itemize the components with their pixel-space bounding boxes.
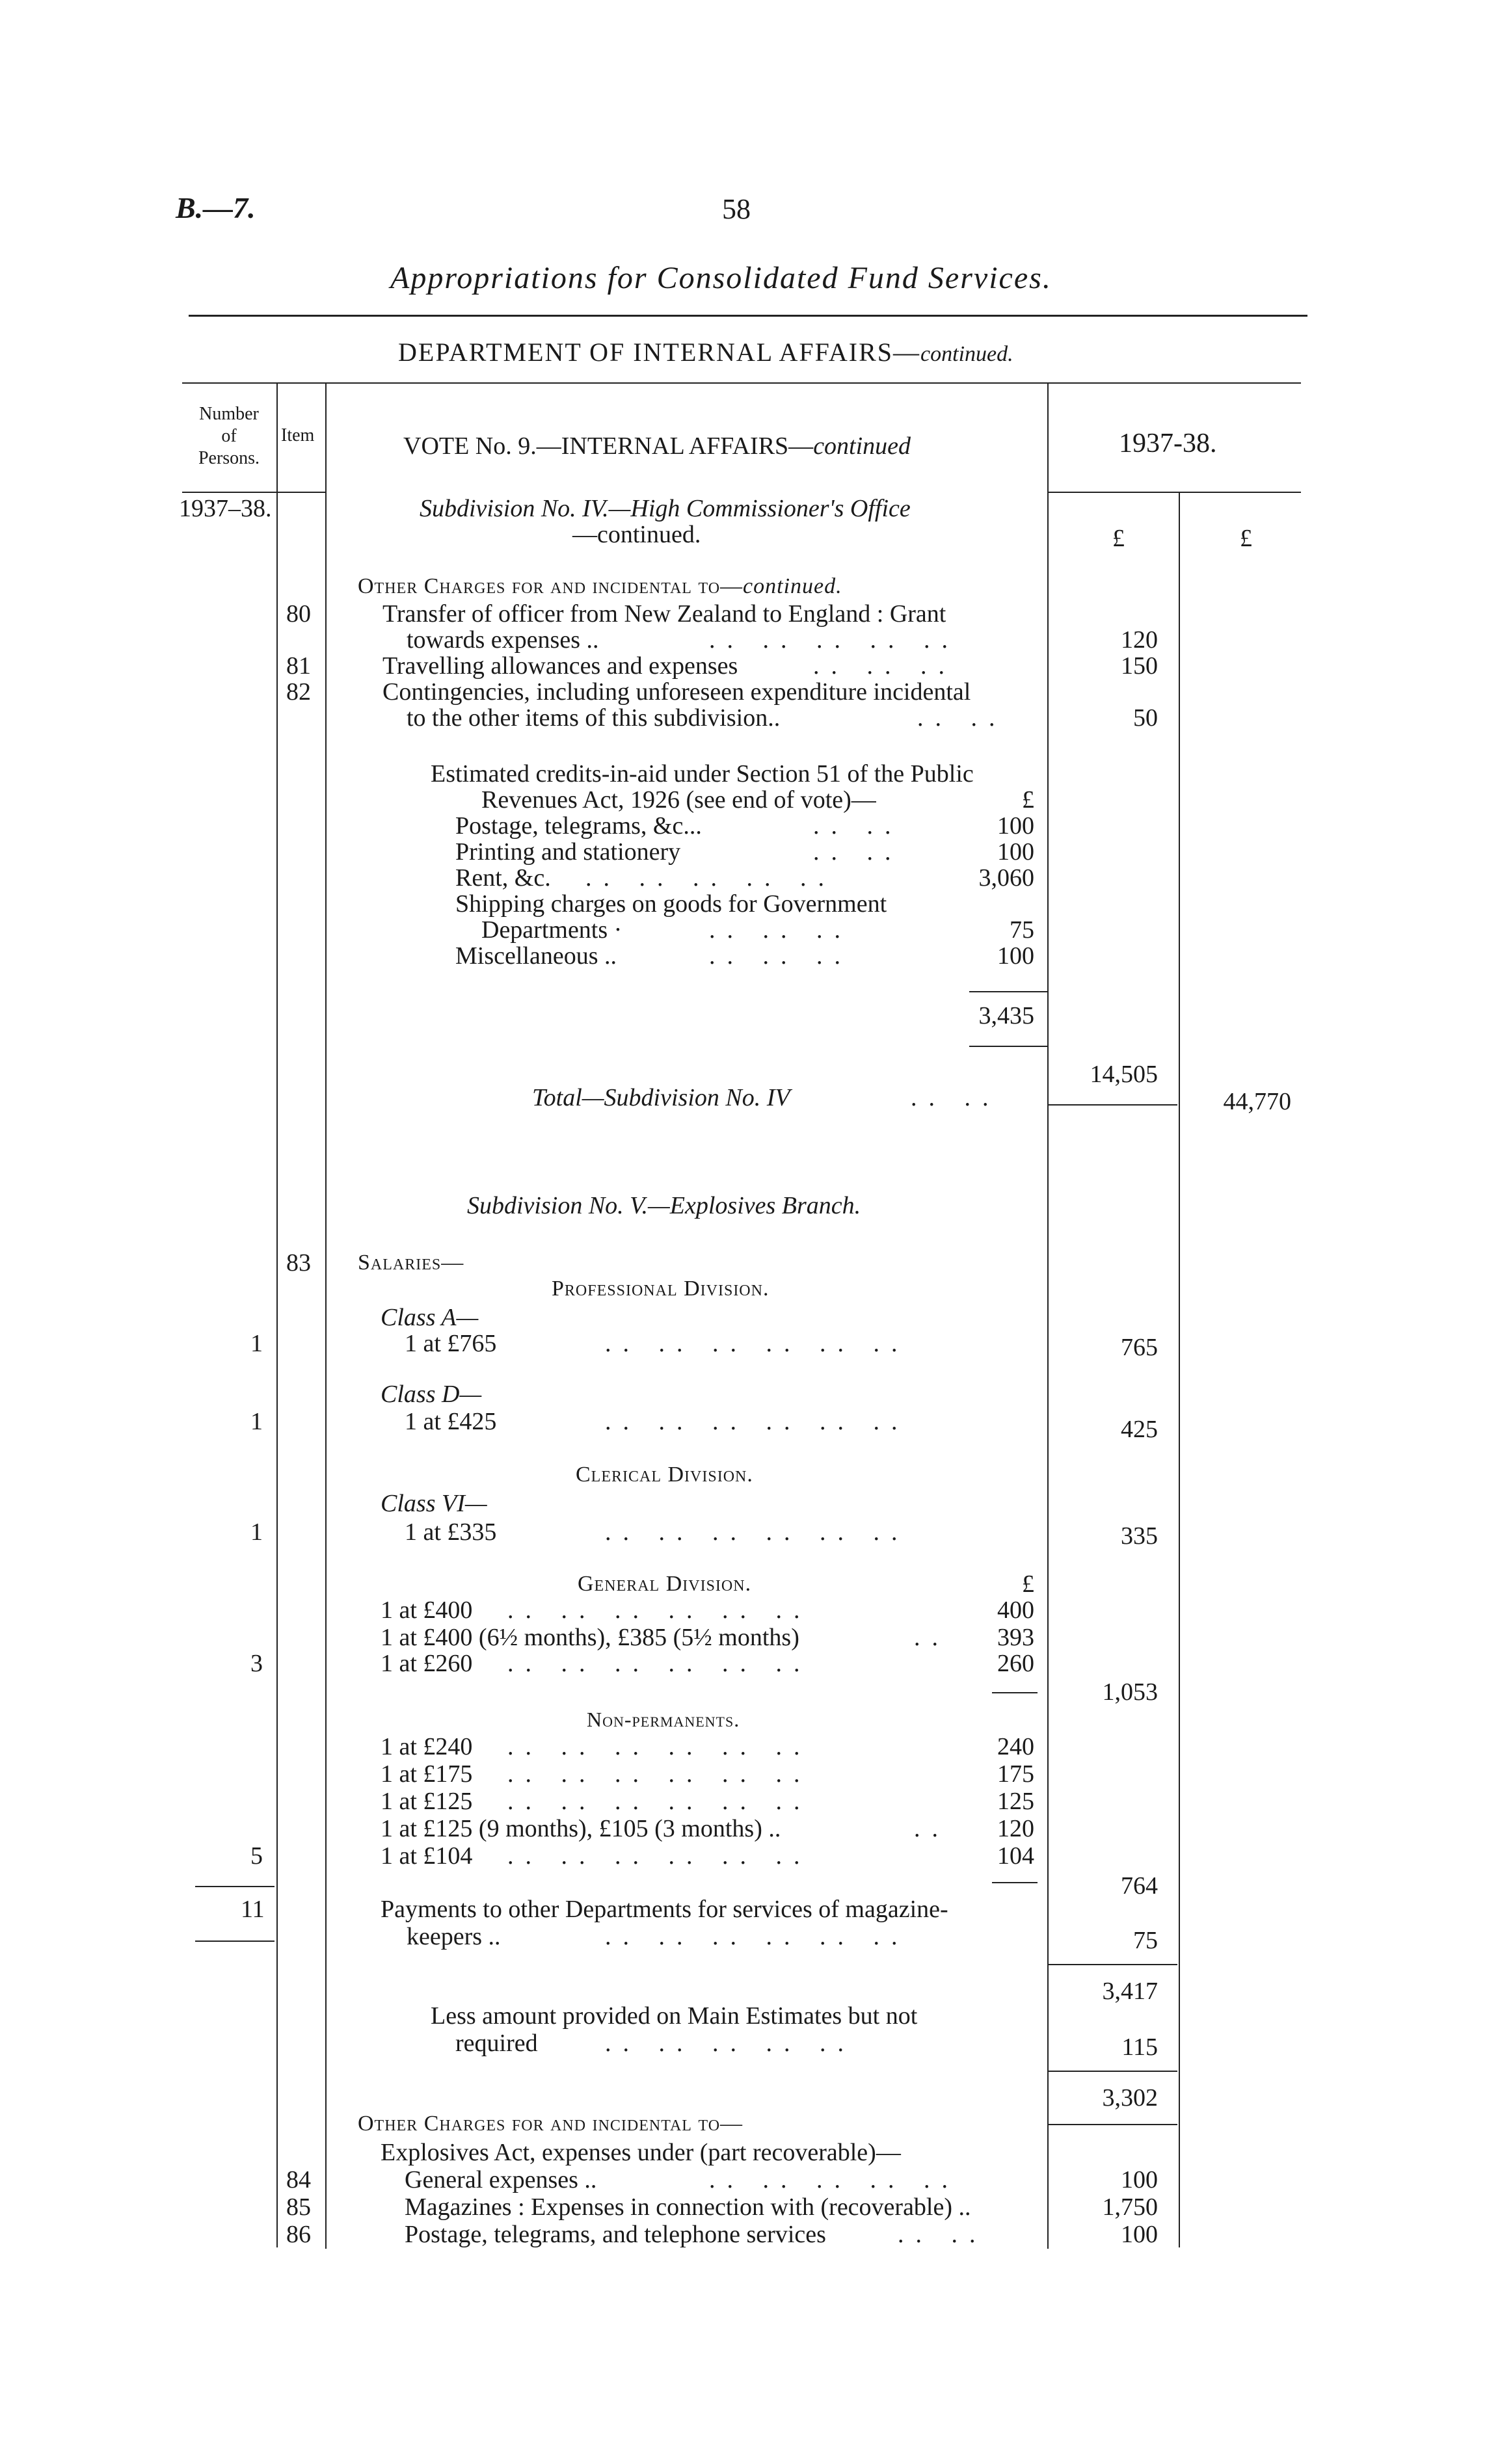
leader-dots: .. .. .. .. .. .. bbox=[507, 1760, 812, 1788]
page-number: 58 bbox=[722, 193, 751, 225]
persons-count: 1 bbox=[250, 1408, 263, 1435]
salary-line: 1 at £260 bbox=[381, 1650, 473, 1677]
amount: 75 bbox=[1133, 1927, 1158, 1954]
header-rule-right bbox=[1047, 492, 1301, 493]
total-rule bbox=[1047, 1104, 1177, 1106]
leader-dots: .. .. .. .. .. .. bbox=[507, 1596, 812, 1624]
persons-year: 1937–38. bbox=[179, 495, 272, 522]
class-heading: Class A— bbox=[381, 1304, 479, 1331]
persons-heading bbox=[183, 403, 275, 470]
leader-dots: .. .. .. .. .. .. bbox=[605, 1408, 909, 1435]
division-heading: Non-permanents. bbox=[587, 1708, 740, 1731]
sum-rule bbox=[992, 1692, 1038, 1693]
salaries-heading: Salaries— bbox=[358, 1251, 464, 1275]
salary-line: 1 at £125 bbox=[381, 1788, 473, 1815]
credits-total: 3,435 bbox=[978, 1002, 1034, 1029]
salary-amount: 104 bbox=[997, 1842, 1034, 1870]
leader-dots: .. .. .. .. .. .. bbox=[605, 1518, 909, 1546]
payments-line: keepers .. bbox=[407, 1923, 501, 1950]
page-reference: B.—7. bbox=[176, 191, 256, 224]
amount: 115 bbox=[1121, 2033, 1158, 2061]
sum-rule bbox=[1047, 2071, 1177, 2072]
salary-line: 1 at £240 bbox=[381, 1733, 473, 1760]
sum-rule bbox=[1047, 2124, 1177, 2125]
salary-line: 1 at £400 (6½ months), £385 (5½ months) bbox=[381, 1624, 799, 1651]
amount: 100 bbox=[1121, 2221, 1158, 2248]
col-rule-persons-body bbox=[276, 492, 278, 2247]
amount: 765 bbox=[1121, 1334, 1158, 1361]
credit-amount: 100 bbox=[997, 838, 1034, 866]
less-line: required bbox=[455, 2030, 538, 2057]
vote-heading-continued: continued bbox=[813, 432, 911, 460]
amount: 3,302 bbox=[1102, 2084, 1158, 2112]
header-rule-left bbox=[182, 492, 325, 493]
leader-dots: .. .. .. .. .. .. bbox=[605, 1330, 909, 1357]
division-heading: General Division. bbox=[578, 1572, 752, 1596]
sum-rule bbox=[969, 1046, 1047, 1047]
salary-amount: 240 bbox=[997, 1733, 1034, 1760]
leader-dots: .. .. .. .. .. .. bbox=[507, 1842, 812, 1870]
item-number: 81 bbox=[286, 652, 311, 680]
salary-line: 1 at £125 (9 months), £105 (3 months) .. bbox=[381, 1815, 781, 1842]
sum-rule bbox=[992, 1882, 1038, 1883]
amount: 3,417 bbox=[1102, 1978, 1158, 2005]
persons-rule bbox=[195, 1941, 275, 1942]
item-line: Magazines : Expenses in connection with (recoverable) .. bbox=[405, 2193, 971, 2221]
leader-dots: .. .. .. .. .. bbox=[585, 864, 836, 892]
persons-count: 3 bbox=[250, 1650, 263, 1677]
persons-count: 1 bbox=[250, 1330, 263, 1357]
credit-label: Shipping charges on goods for Government bbox=[455, 890, 887, 918]
vote-heading-text: VOTE No. 9.—INTERNAL AFFAIRS— bbox=[403, 432, 814, 460]
item-line: towards expenses .. bbox=[407, 626, 599, 654]
amount: 1,053 bbox=[1102, 1678, 1158, 1706]
salary-line: 1 at £335 bbox=[405, 1518, 497, 1546]
year-heading: 1937-38. bbox=[1119, 429, 1217, 458]
division-heading: Clerical Division. bbox=[576, 1463, 753, 1487]
table-top-rule bbox=[182, 382, 1301, 384]
salary-line: 1 at £400 bbox=[381, 1596, 473, 1624]
sum-rule bbox=[969, 991, 1047, 992]
amount: 50 bbox=[1133, 704, 1158, 732]
credit-label: Rent, &c. bbox=[455, 864, 551, 892]
payments-line: Payments to other Departments for services of magazine- bbox=[381, 1896, 948, 1923]
subdivision-total: 44,770 bbox=[1223, 1088, 1291, 1115]
item-number: 86 bbox=[286, 2221, 311, 2248]
other-charges-heading: Other Charges for and incidental to— bbox=[358, 2112, 744, 2136]
item-number: 82 bbox=[286, 678, 311, 706]
item-line: Transfer of officer from New Zealand to England : Grant bbox=[382, 600, 946, 628]
item-number: 83 bbox=[286, 1249, 311, 1277]
leader-dots: .. bbox=[914, 1815, 950, 1842]
credit-label: Miscellaneous .. bbox=[455, 942, 617, 970]
credit-label: Printing and stationery bbox=[455, 838, 681, 866]
credits-pound: £ bbox=[1022, 786, 1034, 814]
leader-dots: .. .. bbox=[898, 2221, 987, 2248]
col-rule-total bbox=[1179, 492, 1180, 2247]
class-heading: Class VI— bbox=[381, 1490, 487, 1517]
persons-heading-line: Number bbox=[199, 404, 259, 424]
amount: 425 bbox=[1121, 1416, 1158, 1443]
vote-heading bbox=[403, 432, 911, 460]
item-number: 85 bbox=[286, 2193, 311, 2221]
division-heading: Professional Division. bbox=[552, 1277, 770, 1301]
other-charges-continued: continued. bbox=[743, 574, 842, 598]
department-heading bbox=[398, 338, 1013, 369]
salary-line: 1 at £425 bbox=[405, 1408, 497, 1435]
salary-amount: 125 bbox=[997, 1788, 1034, 1815]
sum-rule bbox=[1047, 1964, 1177, 1965]
leader-dots: .. .. .. .. .. .. bbox=[507, 1788, 812, 1815]
salary-amount: 260 bbox=[997, 1650, 1034, 1677]
less-line: Less amount provided on Main Estimates but not bbox=[431, 2002, 918, 2030]
persons-heading-line: of bbox=[221, 426, 237, 446]
credit-label: Departments · bbox=[481, 916, 623, 944]
pound-symbol: £ bbox=[1240, 525, 1252, 552]
item-line: Travelling allowances and expenses bbox=[382, 652, 738, 680]
pound-symbol: £ bbox=[1112, 525, 1125, 552]
credit-amount: 3,060 bbox=[978, 864, 1034, 892]
leader-dots: .. bbox=[914, 1624, 950, 1651]
item-line: General expenses .. bbox=[405, 2166, 597, 2193]
leader-dots: .. .. .. .. .. bbox=[605, 2030, 855, 2057]
salary-line: 1 at £765 bbox=[405, 1330, 497, 1357]
subdivision-subtotal: 14,505 bbox=[1090, 1061, 1158, 1088]
amount: 335 bbox=[1121, 1522, 1158, 1550]
credit-amount: 100 bbox=[997, 942, 1034, 970]
item-line: Contingencies, including unforeseen expenditure incidental bbox=[382, 678, 971, 706]
leader-dots: .. .. bbox=[917, 704, 1007, 732]
credits-heading: Estimated credits-in-aid under Section 51 of the Public bbox=[431, 760, 974, 788]
salary-amount: 175 bbox=[997, 1760, 1034, 1788]
col-rule-item bbox=[325, 382, 327, 2249]
other-charges-text: Other Charges for and incidental to— bbox=[358, 574, 744, 598]
subdivision-heading: Subdivision No. V.—Explosives Branch. bbox=[467, 1192, 861, 1219]
salary-line: 1 at £104 bbox=[381, 1842, 473, 1870]
leader-dots: .. .. .. bbox=[813, 652, 956, 680]
persons-total: 11 bbox=[241, 1896, 265, 1923]
subdivision-heading: Subdivision No. IV.—High Commissioner's Office bbox=[420, 495, 911, 522]
item-line: Postage, telegrams, and telephone services bbox=[405, 2221, 826, 2248]
department-continued: continued. bbox=[920, 342, 1013, 366]
persons-count: 5 bbox=[250, 1842, 263, 1870]
leader-dots: .. .. bbox=[813, 812, 903, 840]
title-rule bbox=[189, 315, 1307, 317]
amount: 120 bbox=[1121, 626, 1158, 654]
class-heading: Class D— bbox=[381, 1381, 482, 1408]
salary-line: 1 at £175 bbox=[381, 1760, 473, 1788]
salary-amount: 120 bbox=[997, 1815, 1034, 1842]
persons-count: 1 bbox=[250, 1518, 263, 1546]
subdivision-heading-cont: —continued. bbox=[572, 521, 701, 548]
total-label: Total—Subdivision No. IV bbox=[532, 1084, 790, 1111]
amount: 100 bbox=[1121, 2166, 1158, 2193]
item-heading: Item bbox=[281, 425, 315, 445]
leader-dots: .. .. .. .. .. .. bbox=[507, 1733, 812, 1760]
persons-heading-line: Persons. bbox=[198, 448, 260, 468]
persons-rule bbox=[195, 1886, 275, 1887]
credits-heading-cont: Revenues Act, 1926 (see end of vote)— bbox=[481, 786, 876, 814]
amount: 764 bbox=[1121, 1872, 1158, 1900]
leader-dots: .. .. .. .. .. bbox=[709, 626, 959, 654]
leader-dots: .. .. .. .. .. bbox=[709, 2166, 959, 2193]
leader-dots: .. .. .. bbox=[709, 916, 852, 944]
amount: 150 bbox=[1121, 652, 1158, 680]
item-number: 84 bbox=[286, 2166, 311, 2193]
col-rule-persons bbox=[276, 382, 278, 493]
other-charges-heading bbox=[358, 572, 842, 601]
leader-dots: .. .. bbox=[813, 838, 903, 866]
col-rule-amount bbox=[1047, 382, 1049, 2249]
leader-dots: .. .. .. bbox=[709, 942, 852, 970]
leader-dots: .. .. bbox=[911, 1084, 1000, 1111]
explosives-act-line: Explosives Act, expenses under (part recoverable)— bbox=[381, 2139, 901, 2166]
credit-amount: 75 bbox=[1010, 916, 1034, 944]
amount: 1,750 bbox=[1102, 2193, 1158, 2221]
salary-amount: 400 bbox=[997, 1596, 1034, 1624]
item-number: 80 bbox=[286, 600, 311, 628]
department-name: DEPARTMENT OF INTERNAL AFFAIRS— bbox=[398, 338, 921, 367]
credit-amount: 100 bbox=[997, 812, 1034, 840]
salary-amount: 393 bbox=[997, 1624, 1034, 1651]
general-pound: £ bbox=[1022, 1570, 1034, 1598]
leader-dots: .. .. .. .. .. .. bbox=[605, 1923, 909, 1950]
page-title: Appropriations for Consolidated Fund Services. bbox=[390, 261, 1052, 295]
leader-dots: .. .. .. .. .. .. bbox=[507, 1650, 812, 1677]
item-line: to the other items of this subdivision.. bbox=[407, 704, 781, 732]
credit-label: Postage, telegrams, &c... bbox=[455, 812, 702, 840]
